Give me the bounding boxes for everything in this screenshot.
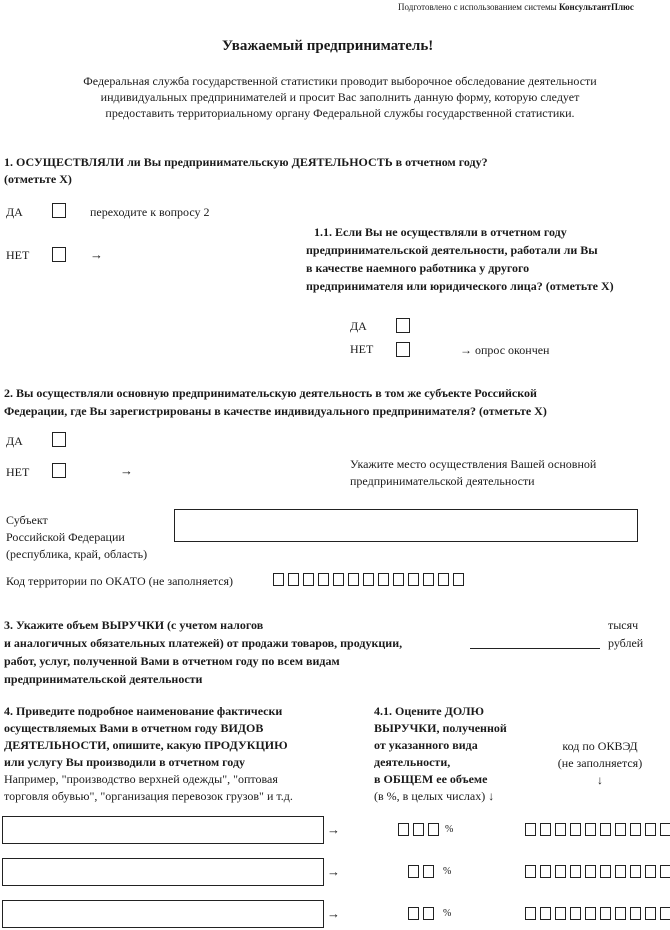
q1-no-checkbox[interactable] [52,247,66,262]
q4-activity-input[interactable] [2,900,324,928]
q2-subject-line: (республика, край, область) [6,547,148,561]
right-arrow-icon: → [327,822,340,837]
okved-line: (не заполняется) [557,756,643,770]
q3-unit [608,616,643,652]
q2-okato-label: Код территории по ОКАТО (не заполняется) [6,574,234,588]
q3-revenue-input[interactable] [470,648,600,649]
q2-place-text [350,456,596,490]
intro-line: предоставить территориальному органу Федеральной службы государственной статистики. [105,106,575,120]
q4-1-share-cells[interactable] [408,907,438,920]
q4-example-line: Например, "производство верхней одежды", "оптовая [4,772,278,786]
okved-code-cells [525,865,670,878]
okved-label [540,738,660,789]
q1-1-no-label: НЕТ [350,342,374,356]
q4-1-line: 4.1. Оцените ДОЛЮ [374,704,485,718]
q4-text [4,703,293,805]
q1-1-no-checkbox[interactable] [396,342,410,357]
header-brand: КонсультантПлюс [558,2,634,12]
q2-yes-checkbox[interactable] [52,432,66,447]
intro-line: Федеральная служба государственной статистики проводит выборочное обследование деятельности [83,74,597,88]
okved-line: код по ОКВЭД [562,739,638,753]
q2-line: 2. Вы осуществляли основную предпринимательскую деятельность в том же субъекте Российской [4,386,537,400]
down-arrow-icon: ↓ [597,773,603,787]
q1-yes-label: ДА [6,205,23,219]
okved-code-cells [525,907,670,920]
q1-1-text [306,223,614,295]
q1-line: 1. ОСУЩЕСТВЛЯЛИ ли Вы предпринимательскую ДЕЯТЕЛЬНОСТЬ в отчетном году? [4,155,488,169]
q3-unit-line: рублей [608,636,644,650]
percent-sign: % [443,908,452,919]
q1-1-line: в качестве наемного работника у другого [306,261,530,275]
q2-place-line: Укажите место осуществления Вашей основной [350,457,597,471]
q4-1-line: ВЫРУЧКИ, полученной [374,721,507,735]
intro-text [40,73,640,121]
header-note-text: Подготовлено с использованием системы [398,2,557,12]
q1-1-yes-label: ДА [350,319,367,333]
q2-line: Федерации, где Вы зарегистрированы в качестве индивидуального предпринимателя? (отметьте Х) [4,404,547,418]
q1-1-line: предпринимательской деятельности, работали ли Вы [306,243,598,257]
q1-1-line: 1.1. Если Вы не осуществляли в отчетном году [314,225,567,239]
q2-subject-label [6,512,147,563]
q4-1-share-cells[interactable] [408,865,438,878]
q1-1-no-hint: → опрос окончен [460,343,550,357]
q3-line: предпринимательской деятельности [4,672,203,686]
q4-line: или услугу Вы производили в отчетном году [4,755,246,769]
page-title: Уважаемый предприниматель! [222,38,434,54]
q4-line: ДЕЯТЕЛЬНОСТИ, опишите, какую ПРОДУКЦИЮ [4,738,288,752]
okved-code-cells [525,823,670,836]
q3-line: и аналогичных обязательных платежей) от продажи товаров, продукции, [4,636,403,650]
q2-text [4,384,547,420]
right-arrow-icon: → [327,864,340,879]
header-note [398,2,634,12]
q4-1-line: деятельности, [374,755,451,769]
q1-yes-hint: переходите к вопросу 2 [90,205,210,219]
percent-sign: % [445,824,454,835]
q1-yes-checkbox[interactable] [52,203,66,218]
q4-1-line: в ОБЩЕМ ее объеме [374,772,488,786]
q4-activity-input[interactable] [2,858,324,886]
right-arrow-icon: → [90,247,103,262]
right-arrow-icon: → [120,463,133,478]
q1-text [4,154,488,188]
q4-line: осуществляемых Вами в отчетном году ВИДОВ [4,721,264,735]
q2-place-line: предпринимательской деятельности [350,474,535,488]
q3-unit-line: тысяч [608,618,639,632]
q2-no-label: НЕТ [6,465,30,479]
q4-1-share-cells[interactable] [398,823,443,836]
q4-example-line: торговля обувью", "организация перевозок грузов" и т.д. [4,789,293,803]
q1-line: (отметьте Х) [4,172,72,186]
intro-line: индивидуальных предпринимателей и просит Вас заполнить данную форму, которую следует [100,90,580,104]
q4-1-line: от указанного вида [374,738,478,752]
q4-1-note: (в %, в целых числах) ↓ [374,789,495,803]
q2-okato-cells [273,573,468,586]
q1-1-line: предпринимателя или юридического лица? (отметьте Х) [306,279,614,293]
q3-line: работ, услуг, полученной Вами в отчетном году по всем видам [4,654,340,668]
q1-no-label: НЕТ [6,248,30,262]
q2-subject-line: Российской Федерации [6,530,125,544]
percent-sign: % [443,866,452,877]
q2-subject-input[interactable] [174,509,638,542]
q4-activity-input[interactable] [2,816,324,844]
q4-1-text [374,703,507,805]
right-arrow-icon: → [327,906,340,921]
q2-subject-line: Субъект [6,513,48,527]
q3-line: 3. Укажите объем ВЫРУЧКИ (с учетом налогов [4,618,264,632]
q4-line: 4. Приведите подробное наименование фактически [4,704,283,718]
q3-text [4,616,402,688]
q2-no-checkbox[interactable] [52,463,66,478]
q2-yes-label: ДА [6,434,23,448]
q1-1-yes-checkbox[interactable] [396,318,410,333]
